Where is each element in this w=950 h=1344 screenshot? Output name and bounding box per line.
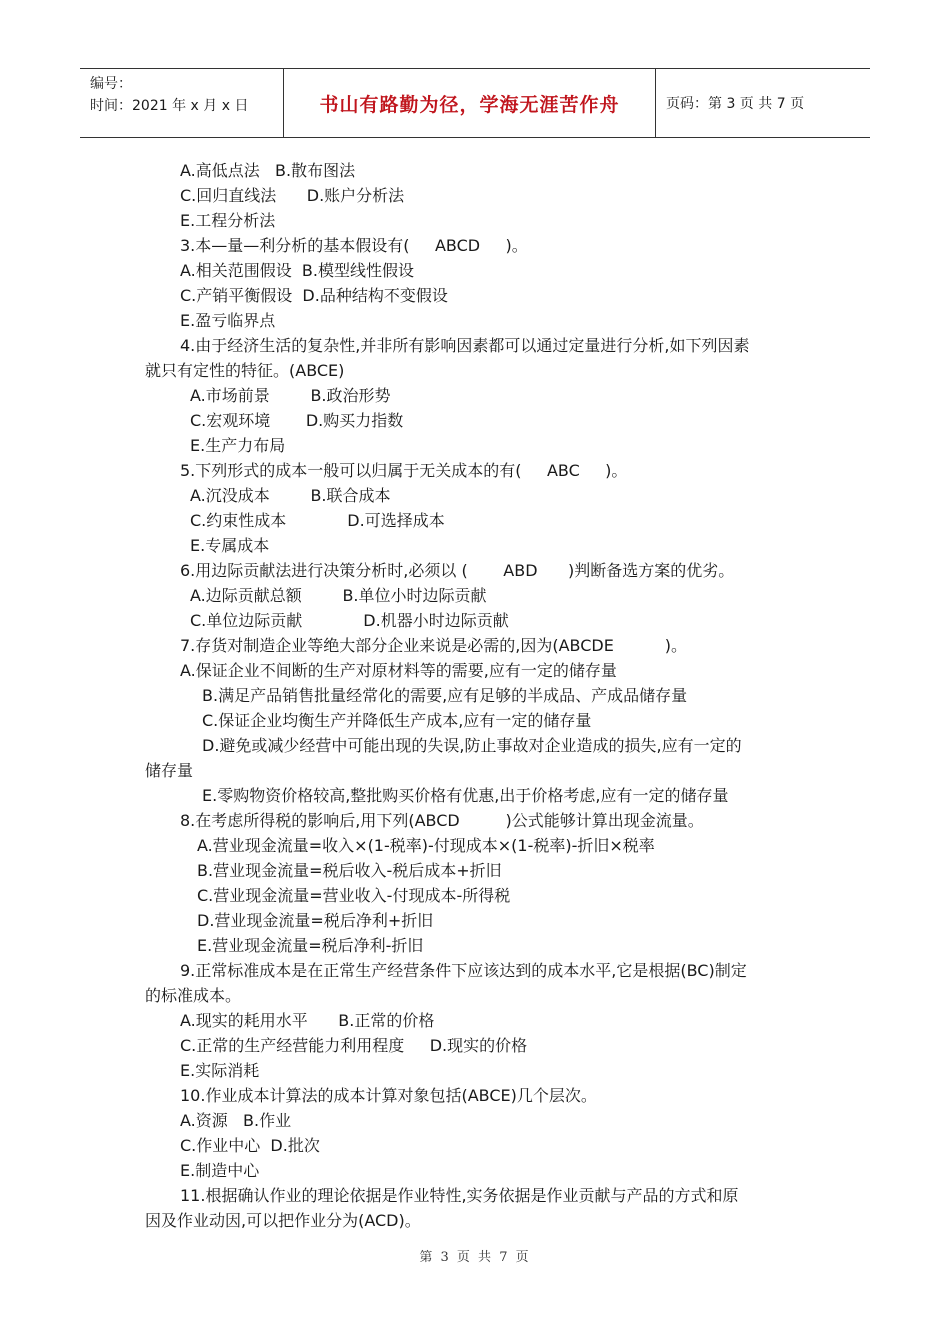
question-11: 11.根据确认作业的理论依据是作业特性,实务依据是作业贡献与产品的方式和原 bbox=[180, 1186, 739, 1205]
text-line: E.盈亏临界点 bbox=[180, 311, 276, 330]
text-line: E.营业现金流量=税后净利-折旧 bbox=[197, 936, 424, 955]
question-10: 10.作业成本计算法的成本计算对象包括(ABCE)几个层次。 bbox=[180, 1086, 597, 1105]
text-line: E.工程分析法 bbox=[180, 211, 276, 230]
text-line: A.资源 B.作业 bbox=[180, 1111, 292, 1130]
text-line: A.高低点法 B.散布图法 bbox=[180, 161, 356, 180]
text-line: A.现实的耗用水平 B.正常的价格 bbox=[180, 1011, 435, 1030]
text-line: E.零购物资价格较高,整批购买价格有优惠,出于价格考虑,应有一定的储存量 bbox=[202, 786, 729, 805]
question-3: 3.本—量—利分析的基本假设有( ABCD )。 bbox=[180, 236, 528, 255]
question-9: 9.正常标准成本是在正常生产经营条件下应该达到的成本水平,它是根据(BC)制定 bbox=[180, 961, 747, 980]
text-line: C.保证企业均衡生产并降低生产成本,应有一定的储存量 bbox=[202, 711, 592, 730]
text-line: A.边际贡献总额 B.单位小时边际贡献 bbox=[190, 586, 487, 605]
text-line: 就只有定性的特征。(ABCE) bbox=[145, 361, 345, 380]
text-line: 因及作业动因,可以把作业分为(ACD)。 bbox=[145, 1211, 421, 1230]
text-line: C.宏观环境 D.购买力指数 bbox=[190, 411, 404, 430]
text-line: C.单位边际贡献 D.机器小时边际贡献 bbox=[190, 611, 509, 630]
question-4: 4.由于经济生活的复杂性,并非所有影响因素都可以通过定量进行分析,如下列因素 bbox=[180, 336, 750, 355]
number-label: 编号： bbox=[90, 76, 132, 92]
text-line: A.相关范围假设 B.模型线性假设 bbox=[180, 261, 414, 280]
text-line: A.保证企业不间断的生产对原材料等的需要,应有一定的储存量 bbox=[180, 661, 617, 680]
text-line: D.营业现金流量=税后净利+折旧 bbox=[197, 911, 434, 930]
text-line: E.专属成本 bbox=[190, 536, 270, 555]
header-meta bbox=[80, 69, 283, 137]
text-line: C.回归直线法 D.账户分析法 bbox=[180, 186, 405, 205]
text-line: E.制造中心 bbox=[180, 1161, 260, 1180]
text-line: C.营业现金流量=营业收入-付现成本-所得税 bbox=[197, 886, 511, 905]
text-line: C.正常的生产经营能力利用程度 D.现实的价格 bbox=[180, 1036, 528, 1055]
text-line: C.作业中心 D.批次 bbox=[180, 1136, 320, 1155]
text-line: B.营业现金流量=税后收入-税后成本+折旧 bbox=[197, 861, 502, 880]
question-8: 8.在考虑所得税的影响后,用下列(ABCD )公式能够计算出现金流量。 bbox=[180, 811, 704, 830]
text-line: D.避免或减少经营中可能出现的失误,防止事故对企业造成的损失,应有一定的 bbox=[202, 736, 742, 755]
text-line: C.约束性成本 D.可选择成本 bbox=[190, 511, 445, 530]
question-5: 5.下列形式的成本一般可以归属于无关成本的有( ABC )。 bbox=[180, 461, 628, 480]
question-6: 6.用边际贡献法进行决策分析时,必须以 ( ABD )判断备选方案的优劣。 bbox=[180, 561, 735, 580]
text-line: E.生产力布局 bbox=[190, 436, 286, 455]
text-line: A.沉没成本 B.联合成本 bbox=[190, 486, 391, 505]
text-line: 储存量 bbox=[145, 761, 194, 780]
page-header bbox=[80, 68, 870, 138]
question-7: 7.存货对制造企业等绝大部分企业来说是必需的,因为(ABCDE )。 bbox=[180, 636, 687, 655]
text-line: C.产销平衡假设 D.品种结构不变假设 bbox=[180, 286, 448, 305]
text-line: A.市场前景 B.政治形势 bbox=[190, 386, 391, 405]
date-label: 时间：2021 年 x 月 x 日 bbox=[90, 98, 249, 114]
text-line: A.营业现金流量=收入×(1-税率)-付现成本×(1-税率)-折旧×税率 bbox=[197, 836, 655, 855]
header-motto: 书山有路勤为径，学海无涯苦作舟 bbox=[283, 69, 656, 137]
header-page-label: 页码：第 3 页 共 7 页 bbox=[666, 96, 805, 112]
text-line: E.实际消耗 bbox=[180, 1061, 260, 1080]
text-line: B.满足产品销售批量经常化的需要,应有足够的半成品、产成品储存量 bbox=[202, 686, 688, 705]
text-line: 的标准成本。 bbox=[145, 986, 242, 1005]
page-footer: 第 3 页 共 7 页 bbox=[419, 1250, 531, 1265]
